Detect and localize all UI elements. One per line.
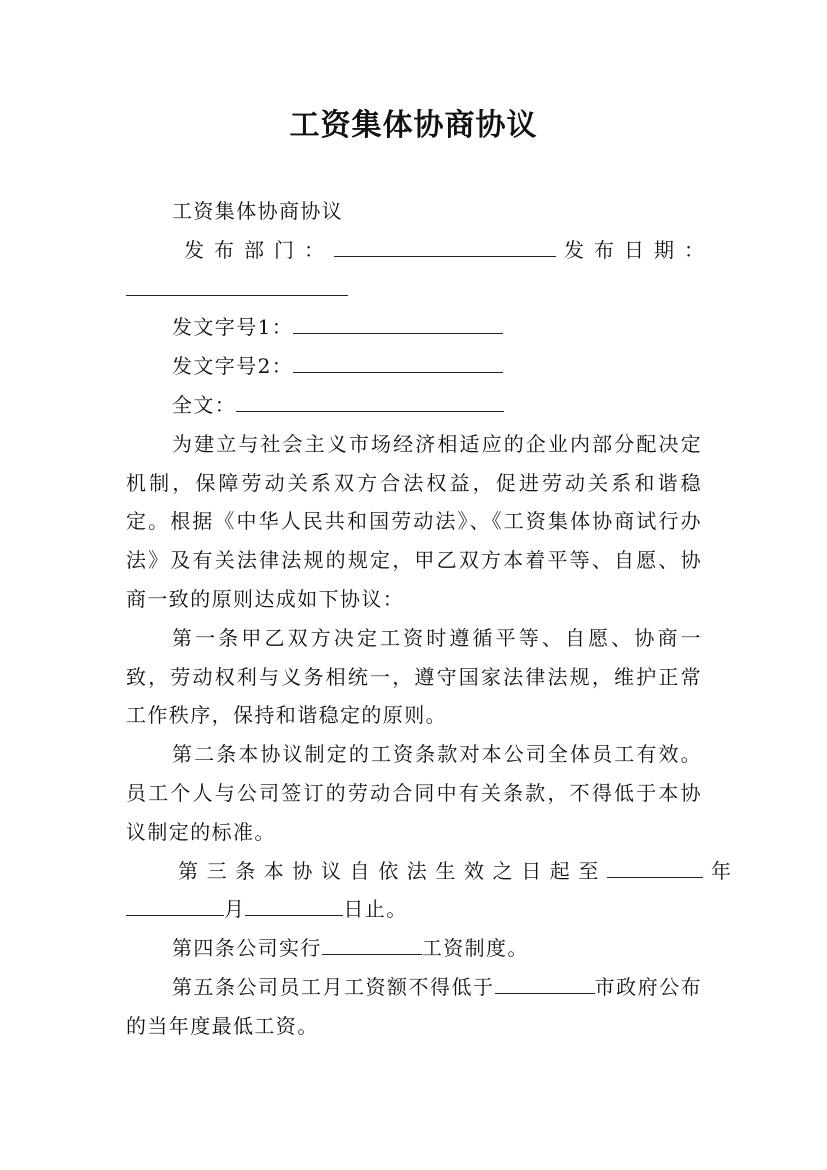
document-subtitle: 工资集体协商协议 <box>172 199 344 223</box>
document-body <box>126 192 740 1046</box>
doc-number-1-label: 发文字号1： <box>172 315 294 340</box>
publish-date-label: 发布日期： <box>564 237 714 262</box>
doc-number-2-blank <box>293 348 503 373</box>
publish-date-line <box>126 270 702 309</box>
fulltext-line <box>126 386 702 425</box>
article-4-text-end: 工资制度。 <box>421 936 529 961</box>
publish-date-blank <box>126 271 348 296</box>
article-4-text: 第四条公司实行 <box>172 936 322 961</box>
article-4-blank <box>322 930 422 955</box>
preamble-paragraph: 为建立与社会主义市场经济相适应的企业内部分配决定机制，保障劳动关系双方合法权益，促进劳动关系和谐稳定。根据《中华人民共和国劳动法》、《工资集体协商试行办法》及有关法律法规的规定，甲乙双方本着平等、自愿、协商一致的原则达成如下协议： <box>126 431 702 611</box>
article-3-text: 第三条本协议自依法生效之日起至 <box>178 858 607 883</box>
document-title: 工资集体协商协议 <box>289 108 538 143</box>
article-4-line <box>126 929 702 968</box>
article-3-line-1 <box>126 852 740 891</box>
publish-info-line <box>126 231 714 270</box>
article-3-month-label: 月 <box>224 897 246 922</box>
publish-dept-label: 发布部门： <box>184 237 334 262</box>
article-2-paragraph: 第二条本协议制定的工资条款对本公司全体员工有效。员工个人与公司签订的劳动合同中有关条款，不得低于本协议制定的标准。 <box>126 742 702 844</box>
doc-number-1-blank <box>293 309 503 334</box>
article-5-paragraph <box>126 968 702 1046</box>
article-5-text: 第五条公司员工月工资额不得低于 <box>172 974 495 999</box>
article-3-line-2 <box>126 890 702 929</box>
article-5-blank <box>495 969 595 994</box>
article-3-year-label: 年 <box>711 858 740 883</box>
doc-number-2-line <box>126 347 702 386</box>
publish-dept-blank <box>334 232 556 257</box>
article-5-text-end: 市政府公布的当年度最低工资。 <box>126 974 703 1038</box>
article-3-year-blank <box>607 853 703 878</box>
article-3-day-blank <box>245 891 343 916</box>
article-3-month-blank <box>126 891 224 916</box>
doc-number-2-label: 发文字号2： <box>172 354 294 379</box>
article-3-end-text: 日止。 <box>343 897 408 922</box>
article-1-paragraph: 第一条甲乙双方决定工资时遵循平等、自愿、协商一致，劳动权利与义务相统一，遵守国家法律法规，维护正常工作秩序，保持和谐稳定的原则。 <box>126 625 702 728</box>
fulltext-blank <box>236 387 504 412</box>
doc-number-1-line <box>126 308 702 347</box>
fulltext-label: 全文： <box>172 392 237 417</box>
